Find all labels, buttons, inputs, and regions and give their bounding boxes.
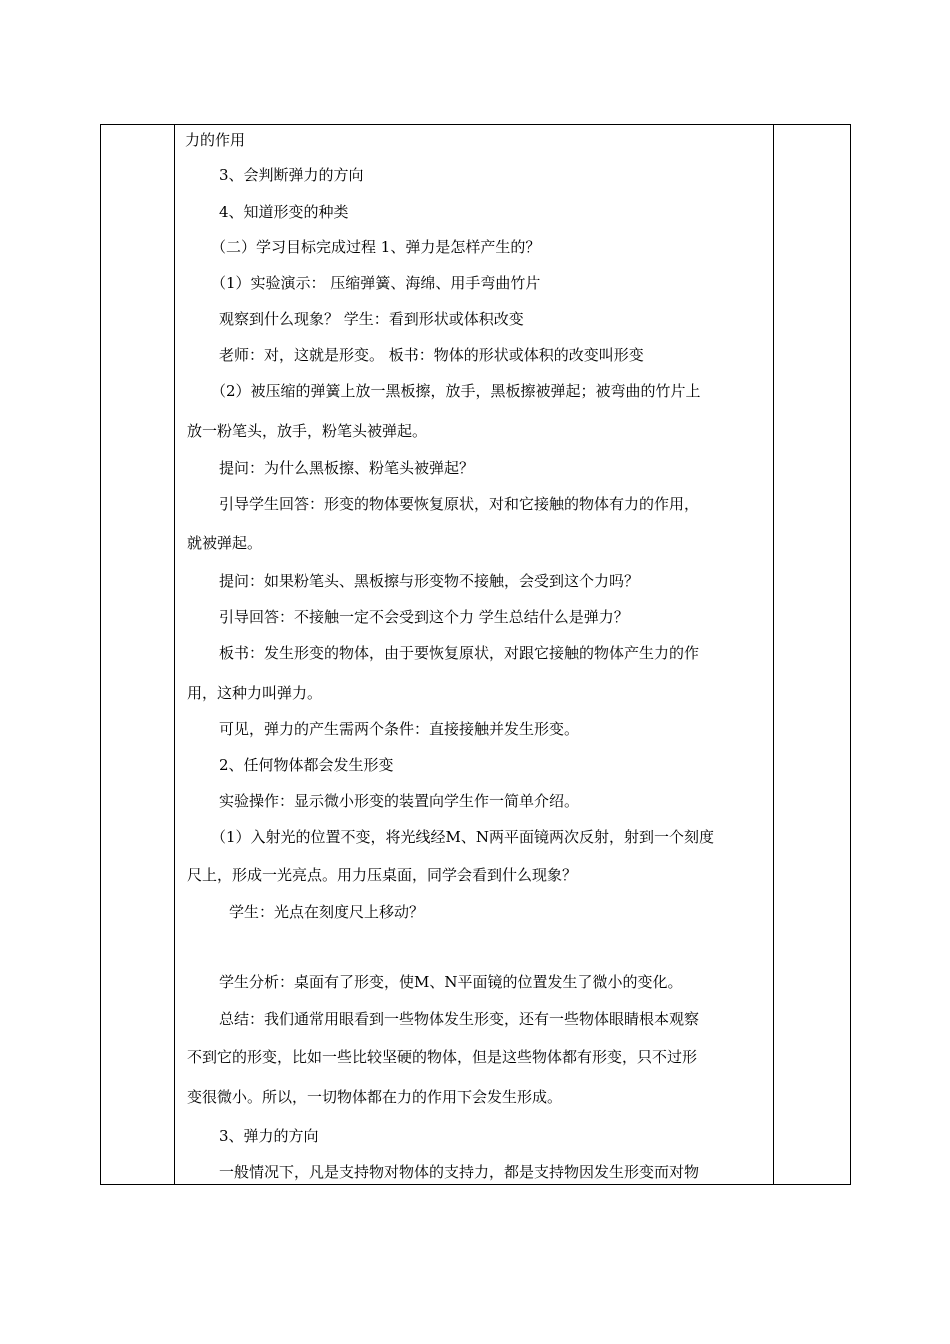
text-line: 变很微小。所以，一切物体都在力的作用下会发生形成。: [187, 1088, 563, 1106]
column-divider-right: [773, 125, 774, 1184]
text-line: 4、知道形变的种类: [219, 203, 349, 221]
text-line: 观察到什么现象？ 学生：看到形状或体积改变: [219, 310, 524, 328]
text-line: （2）被压缩的弹簧上放一黑板擦，放手，黑板擦被弹起；被弯曲的竹片上: [211, 382, 701, 400]
content-cell: [175, 125, 773, 1184]
text-line: 2、任何物体都会发生形变: [219, 756, 394, 774]
text-line: 尺上，形成一光亮点。用力压桌面，同学会看到什么现象？: [187, 866, 578, 884]
text-line: 力的作用: [185, 131, 246, 149]
text-line: 不到它的形变，比如一些比较坚硬的物体，但是这些物体都有形变，只不过形: [187, 1048, 698, 1066]
text-line: 3、弹力的方向: [219, 1127, 319, 1145]
text-line: 一般情况下，凡是支持物对物体的支持力，都是支持物因发生形变而对物: [219, 1163, 700, 1181]
text-line: 板书：发生形变的物体，由于要恢复原状，对跟它接触的物体产生力的作: [219, 644, 700, 662]
text-line: 学生：光点在刻度尺上移动？: [229, 903, 425, 921]
text-line: 提问：如果粉笔头、黑板擦与形变物不接触，会受到这个力吗？: [219, 572, 640, 590]
text-line: 提问：为什么黑板擦、粉笔头被弹起？: [219, 459, 475, 477]
lesson-table: [100, 124, 851, 1185]
text-line: 引导学生回答：形变的物体要恢复原状，对和它接触的物体有力的作用，: [219, 495, 700, 513]
text-line: 就被弹起。: [187, 534, 263, 552]
text-line: 用，这种力叫弹力。: [187, 684, 323, 702]
text-line: 总结：我们通常用眼看到一些物体发生形变，还有一些物体眼睛根本观察: [219, 1010, 700, 1028]
text-line: 学生分析：桌面有了形变，使M、N平面镜的位置发生了微小的变化。: [219, 973, 683, 991]
text-line: 实验操作：显示微小形变的装置向学生作一简单介绍。: [219, 792, 580, 810]
text-line: 老师：对，这就是形变。 板书：物体的形状或体积的改变叫形变: [219, 346, 644, 364]
text-line: 放一粉笔头，放手，粉笔头被弹起。: [187, 422, 428, 440]
text-line: 可见，弹力的产生需两个条件：直接接触并发生形变。: [219, 720, 580, 738]
text-line: （二）学习目标完成过程 1、弹力是怎样产生的？: [211, 238, 541, 256]
text-line: 3、会判断弹力的方向: [219, 166, 364, 184]
text-line: 引导回答：不接触一定不会受到这个力 学生总结什么是弹力？: [219, 608, 629, 626]
text-line: （1）实验演示： 压缩弹簧、海绵、用手弯曲竹片: [211, 274, 541, 292]
text-line: （1）入射光的位置不变，将光线经M、N两平面镜两次反射，射到一个刻度: [211, 828, 715, 846]
